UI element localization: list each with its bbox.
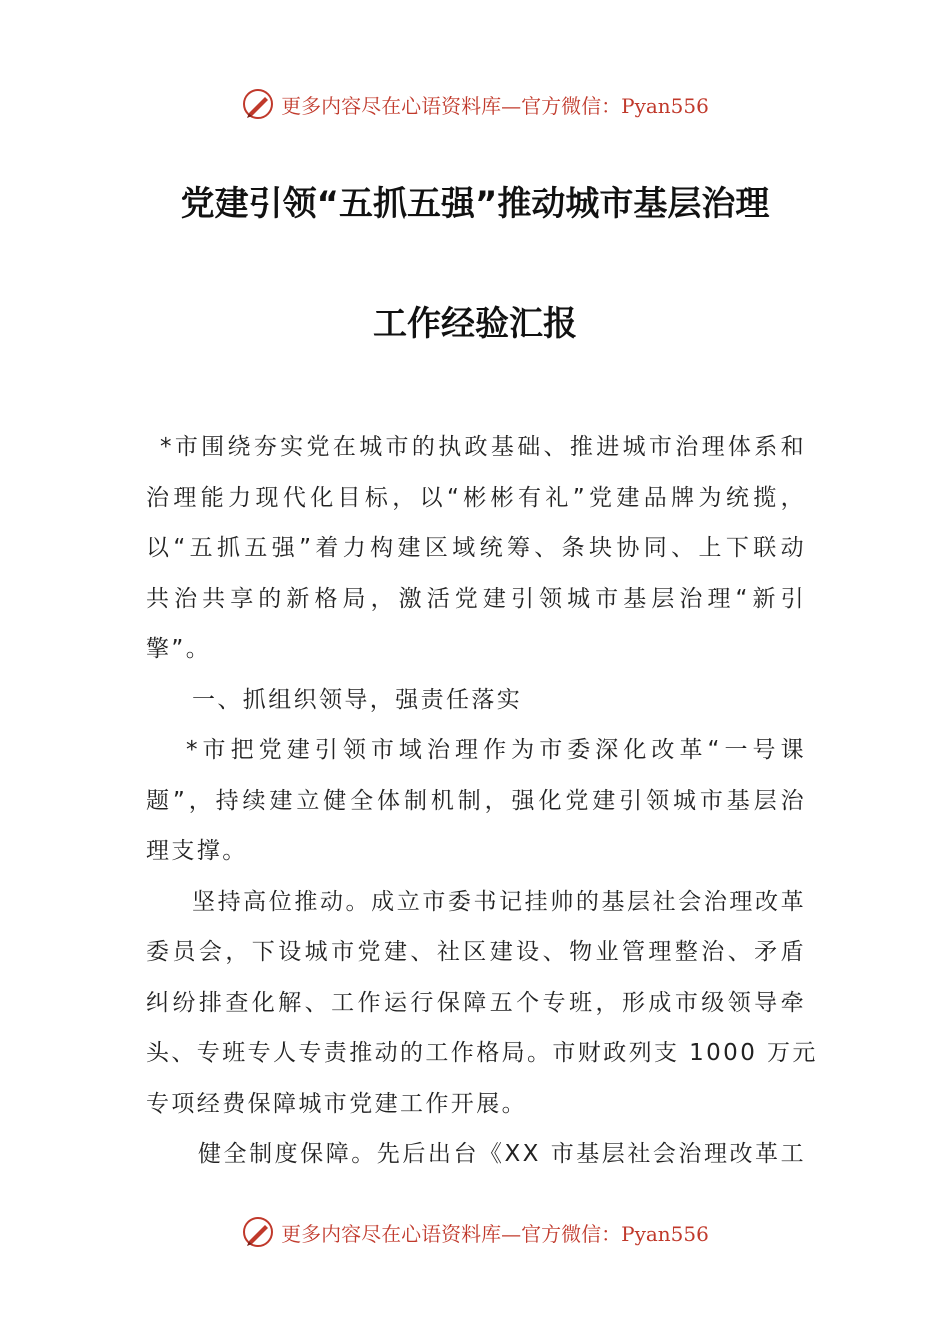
document-body — [146, 422, 818, 1180]
pen-logo-icon — [241, 87, 275, 121]
section-heading: 一、抓组织领导，强责任落实 — [192, 686, 523, 713]
watermark-footer — [0, 1212, 950, 1252]
body-line: *市围绕夯实党在城市的执政基础、推进城市治理体系和 — [160, 434, 806, 460]
body-line: 纠纷排查化解、工作运行保障五个专班，形成市级领导牵 — [146, 989, 806, 1016]
body-line: 委员会，下设城市党建、社区建设、物业管理整治、矛盾 — [146, 939, 806, 965]
watermark-text: 更多内容尽在心语资料库—官方微信：Pyan556 — [281, 93, 709, 118]
document-title-line-2: 工作经验汇报 — [373, 304, 577, 344]
watermark-header — [0, 84, 950, 124]
watermark-text: 更多内容尽在心语资料库—官方微信：Pyan556 — [281, 1221, 709, 1246]
body-line: 擎”。 — [146, 636, 212, 662]
body-line: *市把党建引领市域治理作为市委深化改革“一号课 — [186, 737, 806, 763]
body-line: 坚持高位推动。成立市委书记挂帅的基层社会治理改革 — [192, 888, 806, 915]
body-line: 专项经费保障城市党建工作开展。 — [146, 1090, 527, 1117]
body-line: 健全制度保障。先后出台《XX 市基层社会治理改革工 — [198, 1141, 806, 1167]
pen-logo-icon — [241, 1215, 275, 1249]
body-line: 题”，持续建立健全体制机制，强化党建引领城市基层治 — [146, 787, 806, 814]
body-line: 理支撑。 — [146, 838, 248, 864]
body-line: 治理能力现代化目标，以“彬彬有礼”党建品牌为统揽， — [146, 484, 806, 511]
body-line: 以“五抓五强”着力构建区域统筹、条块协同、上下联动 — [146, 535, 806, 561]
body-line: 头、专班专人专责推动的工作格局。市财政列支 1000 万元 — [146, 1040, 818, 1066]
document-title-line-1: 党建引领“五抓五强”推动城市基层治理 — [180, 184, 770, 224]
body-line: 共治共享的新格局，激活党建引领城市基层治理“新引 — [146, 585, 806, 612]
